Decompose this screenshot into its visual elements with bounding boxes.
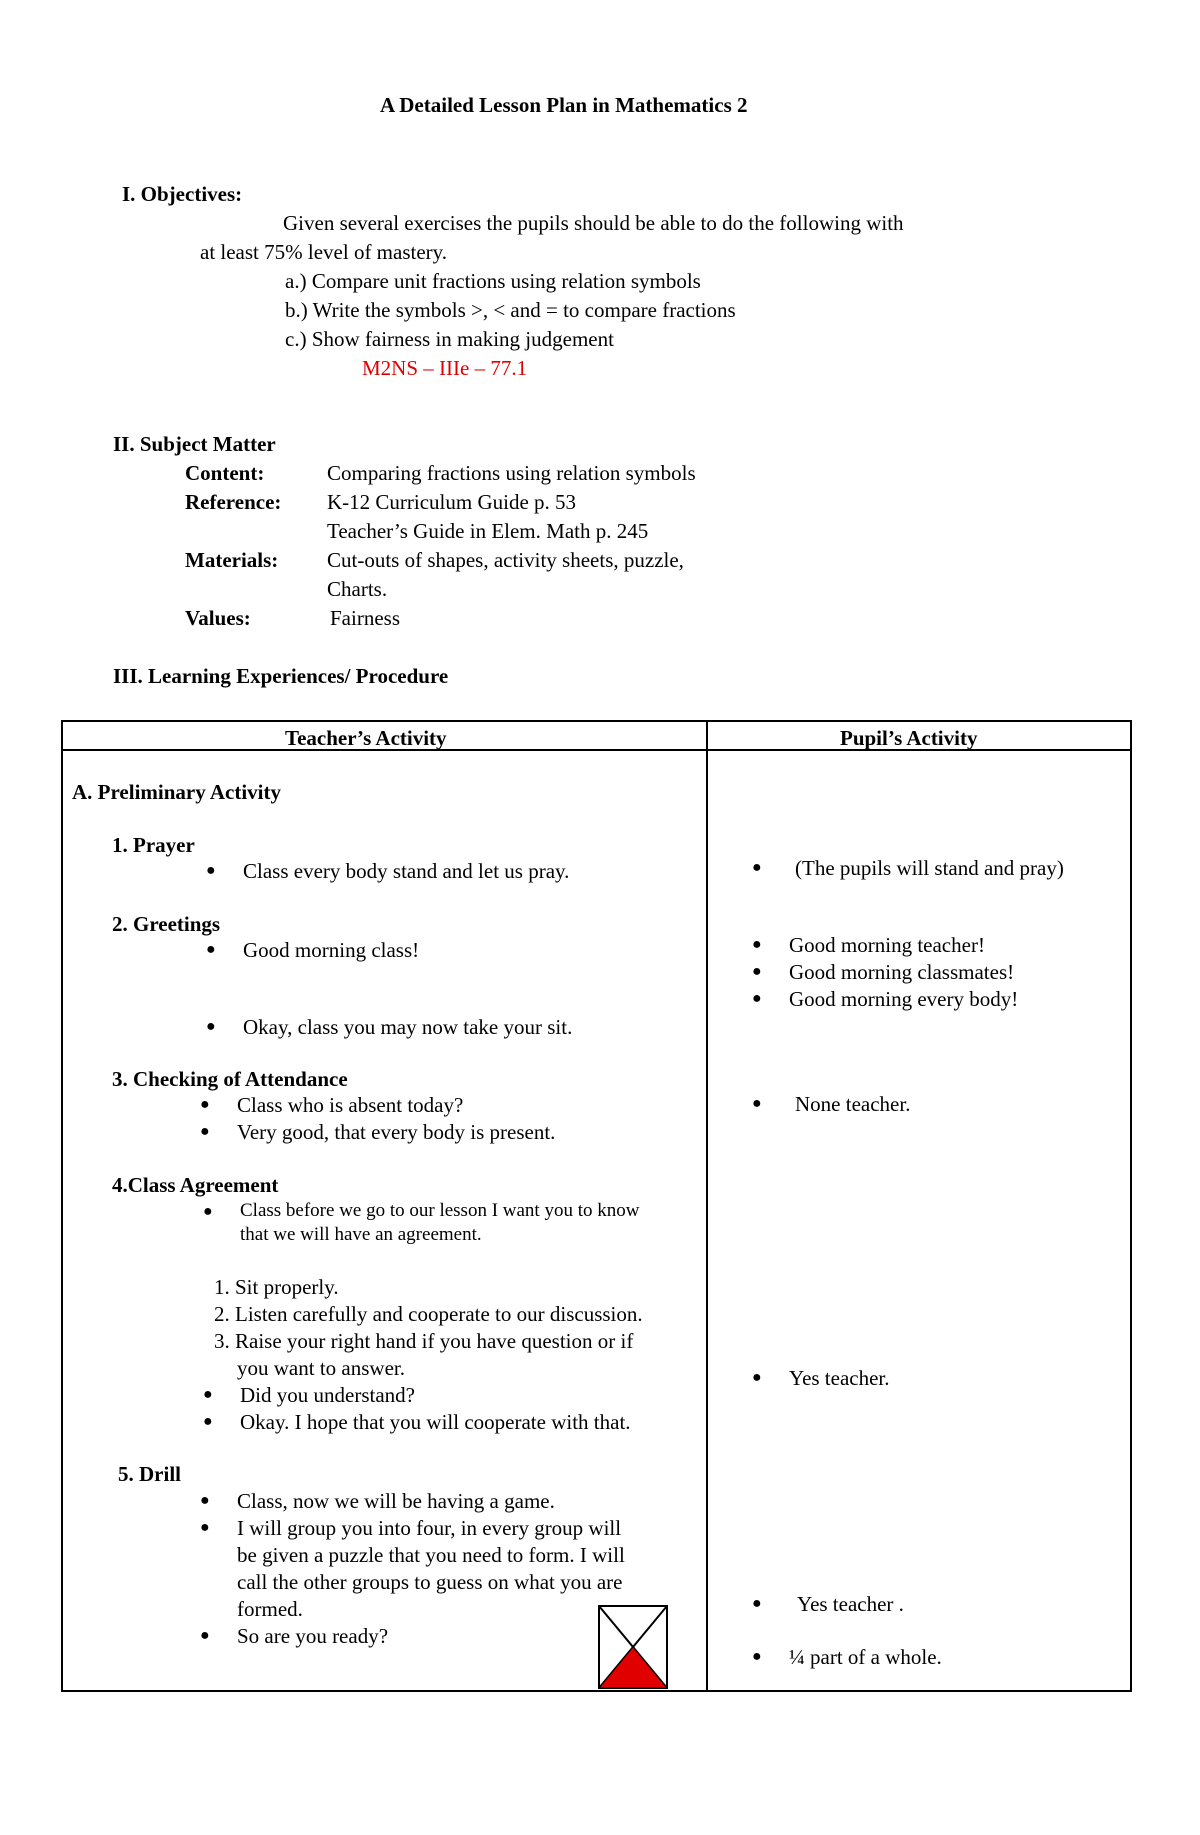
bullet: ● (752, 1595, 762, 1612)
bullet: ● (200, 1492, 210, 1509)
attendance-teacher-text: Very good, that every body is present. (237, 1120, 556, 1144)
drill-pupil-text: ¼ part of a whole. (789, 1645, 942, 1669)
agreement-intro: Class before we go to our lesson I want you to know (240, 1200, 640, 1221)
learning-heading: III. Learning Experiences/ Procedure (113, 664, 449, 688)
pupil-activity-header: Pupil’s Activity (840, 726, 978, 750)
objective-item: b.) Write the symbols >, < and = to compare fractions (285, 298, 736, 322)
materials-value: Charts. (327, 577, 388, 601)
drill-heading: 5. Drill (118, 1462, 181, 1486)
bullet: ● (203, 1203, 213, 1220)
page-title: A Detailed Lesson Plan in Mathematics 2 (380, 93, 748, 117)
drill-teacher-text: call the other groups to guess on what you are (237, 1570, 623, 1594)
attendance-heading: 3. Checking of Attendance (112, 1067, 348, 1091)
greetings-teacher-text: Good morning class! (243, 938, 420, 962)
prayer-pupil-text: (The pupils will stand and pray) (795, 856, 1064, 880)
competency-code: M2NS – IIIe – 77.1 (362, 356, 528, 380)
content-value: Comparing fractions using relation symbols (327, 461, 696, 485)
bullet: ● (200, 1627, 210, 1644)
agreement-rule: you want to answer. (237, 1356, 405, 1380)
drill-pupil-text: Yes teacher . (797, 1592, 904, 1616)
bullet: ● (752, 859, 762, 876)
teacher-activity-header: Teacher’s Activity (285, 726, 447, 750)
attendance-pupil-text: None teacher. (795, 1092, 911, 1116)
drill-teacher-text: formed. (237, 1597, 303, 1621)
bullet: ● (752, 1648, 762, 1665)
objective-item: a.) Compare unit fractions using relation symbols (285, 269, 701, 293)
reference-value: Teacher’s Guide in Elem. Math p. 245 (327, 519, 649, 543)
attendance-teacher-text: Class who is absent today? (237, 1093, 464, 1117)
bullet: ● (206, 1018, 216, 1035)
agreement-rule: 1. Sit properly. (214, 1275, 339, 1299)
objective-item: c.) Show fairness in making judgement (285, 327, 614, 351)
prayer-heading: 1. Prayer (112, 833, 195, 857)
agreement-pupil-text: Yes teacher. (789, 1366, 890, 1390)
objectives-intro-line1: Given several exercises the pupils should be able to do the following with (283, 211, 904, 235)
materials-value: Cut-outs of shapes, activity sheets, puzzle, (327, 548, 684, 572)
drill-teacher-text: I will group you into four, in every group will (237, 1516, 622, 1540)
bullet: ● (752, 936, 762, 953)
agreement-heading: 4.Class Agreement (112, 1173, 279, 1197)
preliminary-heading: A. Preliminary Activity (72, 780, 281, 804)
drill-teacher-text: So are you ready? (237, 1624, 389, 1648)
bullet: ● (752, 1095, 762, 1112)
greetings-pupil-text: Good morning classmates! (789, 960, 1015, 984)
bullet: ● (200, 1519, 210, 1536)
puzzle-fraction-figure (598, 1605, 668, 1689)
greetings-teacher-text: Okay, class you may now take your sit. (243, 1015, 573, 1039)
bullet: ● (752, 1369, 762, 1386)
objectives-intro-line2: at least 75% level of mastery. (200, 240, 448, 264)
materials-label: Materials: (185, 548, 279, 572)
agreement-intro: that we will have an agreement. (240, 1224, 482, 1245)
reference-label: Reference: (185, 490, 282, 514)
objectives-heading: I. Objectives: (122, 182, 243, 206)
bullet: ● (203, 1386, 213, 1403)
values-label: Values: (185, 606, 251, 630)
bullet: ● (200, 1123, 210, 1140)
agreement-teacher-text: Did you understand? (240, 1383, 415, 1407)
bullet: ● (206, 941, 216, 958)
content-label: Content: (185, 461, 265, 485)
bullet: ● (206, 862, 216, 879)
prayer-teacher-text: Class every body stand and let us pray. (243, 859, 570, 883)
greetings-pupil-text: Good morning teacher! (789, 933, 985, 957)
agreement-rule: 2. Listen carefully and cooperate to our discussion. (214, 1302, 643, 1326)
subject-matter-heading: II. Subject Matter (113, 432, 276, 456)
drill-teacher-text: be given a puzzle that you need to form. I will (237, 1543, 625, 1567)
agreement-teacher-text: Okay. I hope that you will cooperate with that. (240, 1410, 631, 1434)
greetings-heading: 2. Greetings (112, 912, 221, 936)
bullet: ● (752, 990, 762, 1007)
reference-value: K-12 Curriculum Guide p. 53 (327, 490, 577, 514)
bullet: ● (203, 1413, 213, 1430)
greetings-pupil-text: Good morning every body! (789, 987, 1019, 1011)
drill-teacher-text: Class, now we will be having a game. (237, 1489, 555, 1513)
bullet: ● (200, 1096, 210, 1113)
bullet: ● (752, 963, 762, 980)
values-value: Fairness (330, 606, 400, 630)
agreement-rule: 3. Raise your right hand if you have question or if (214, 1329, 634, 1353)
